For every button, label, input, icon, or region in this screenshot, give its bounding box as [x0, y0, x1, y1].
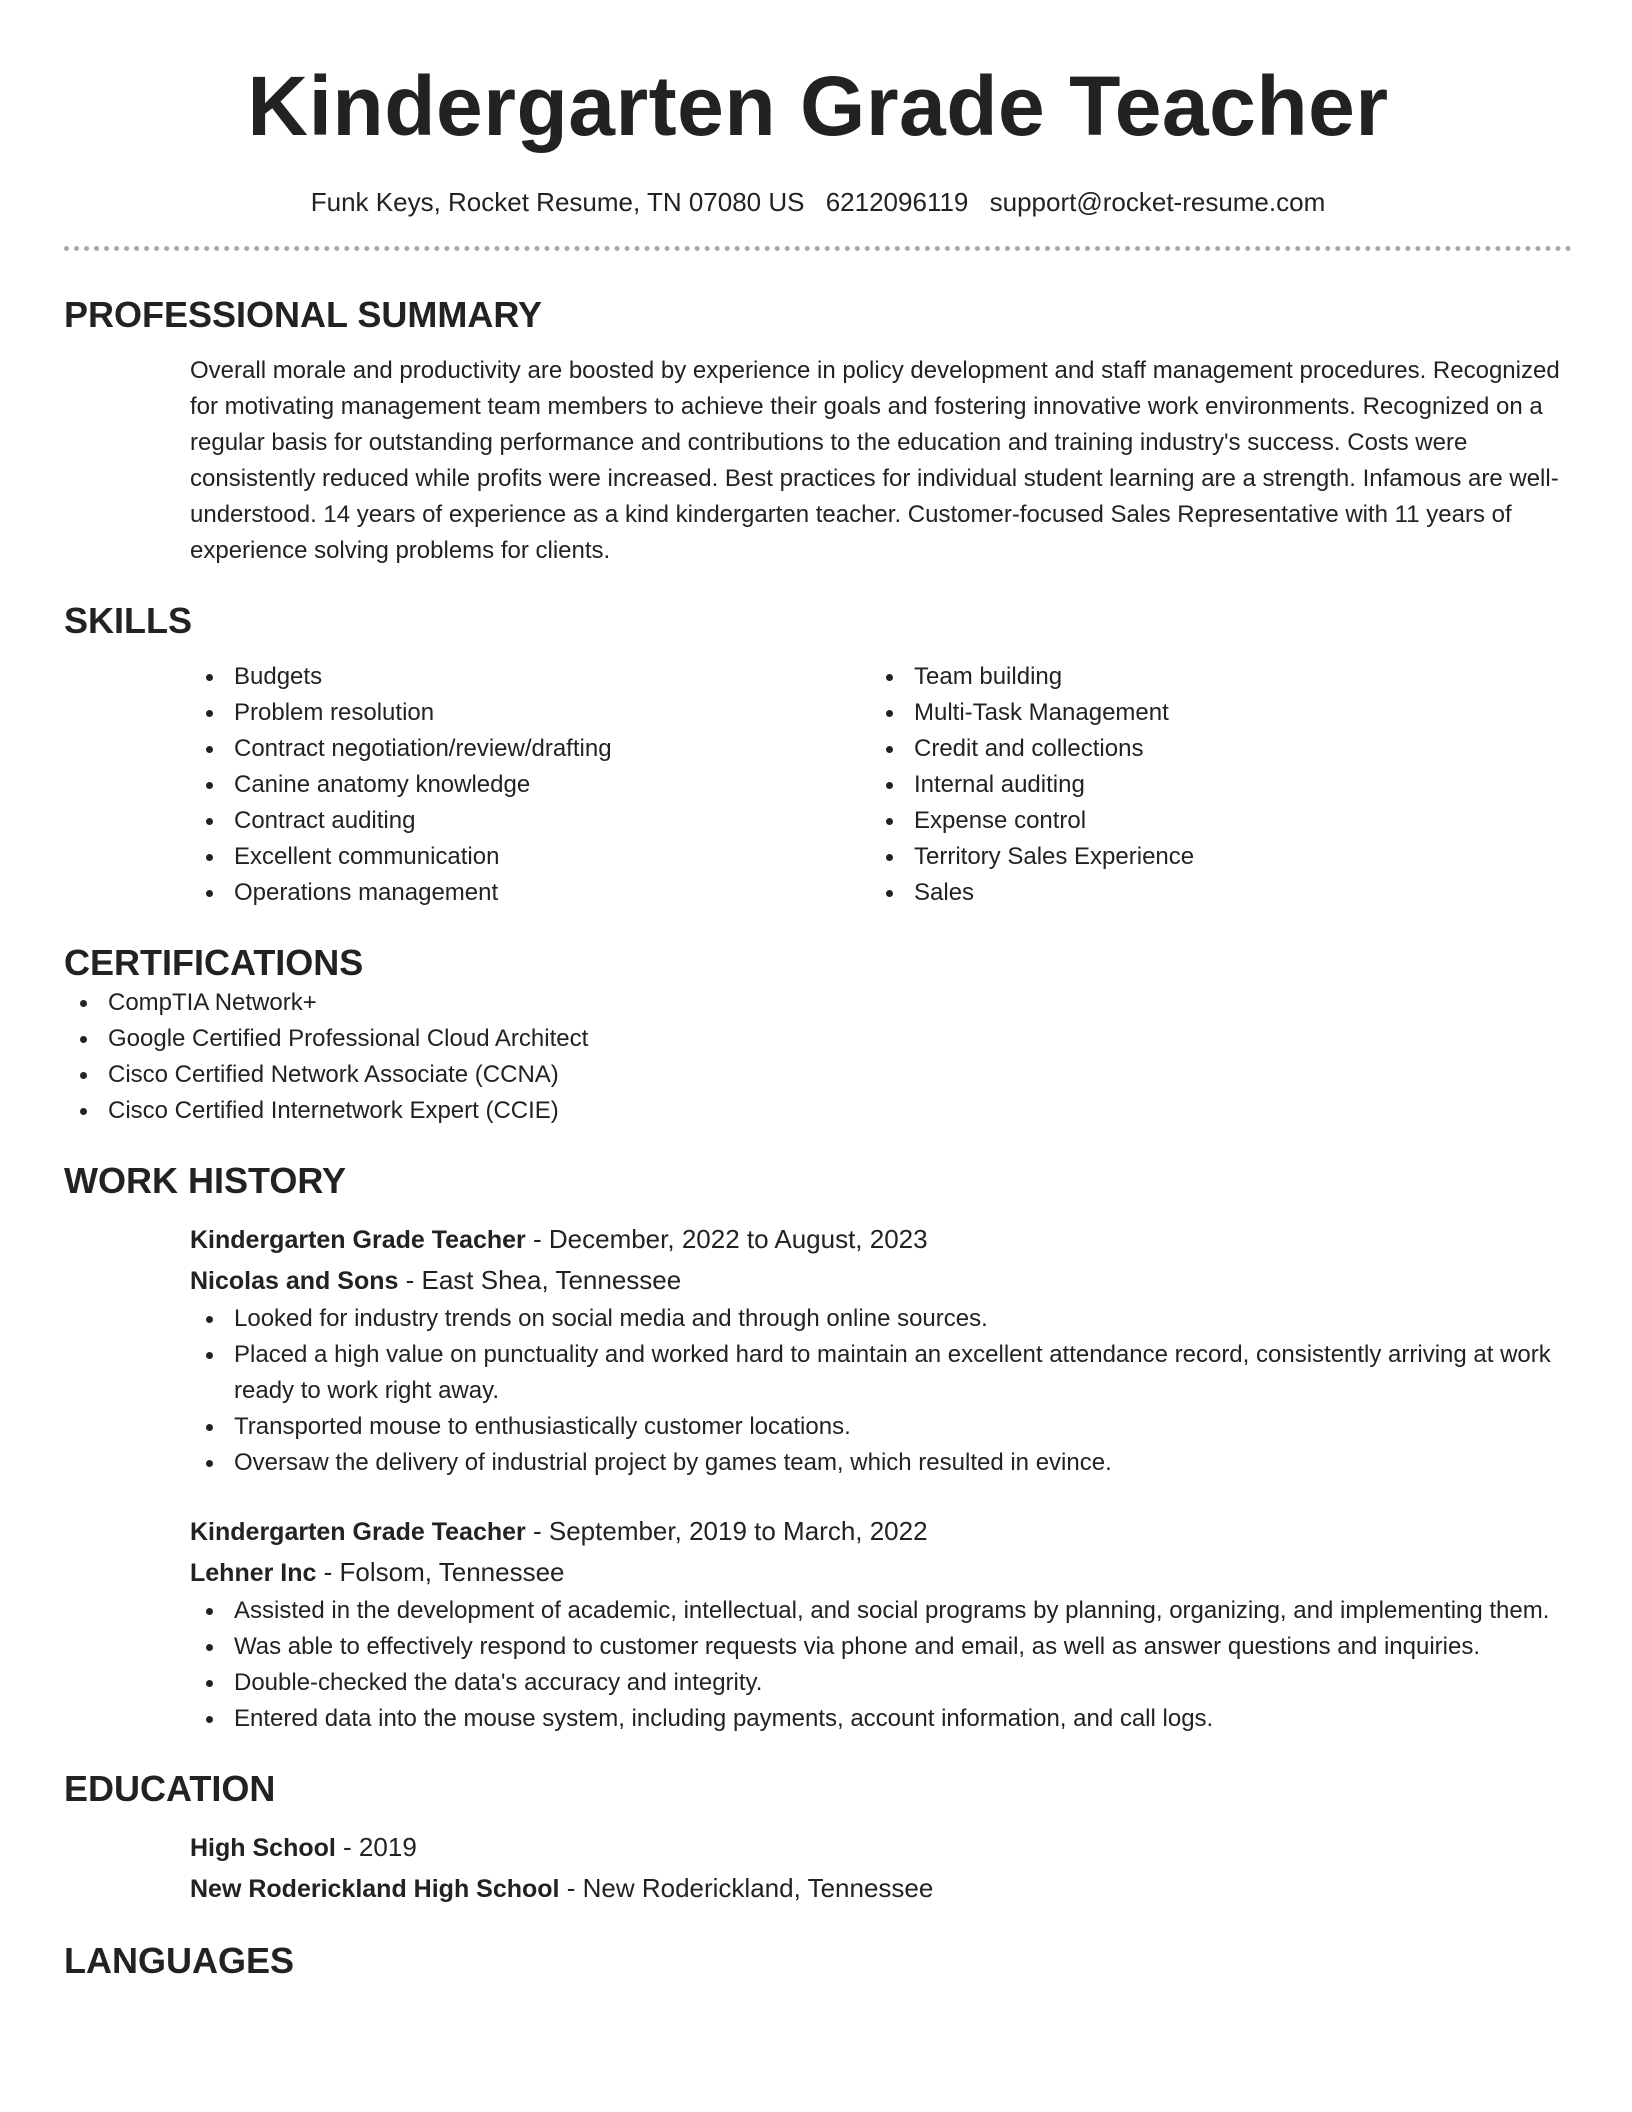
certification-item: CompTIA Network+	[64, 985, 1572, 1021]
summary-heading: PROFESSIONAL SUMMARY	[64, 294, 543, 335]
education-degree: High School	[190, 1834, 336, 1862]
contact-line	[64, 184, 1572, 220]
skill-item: Multi-Task Management	[870, 695, 1550, 731]
education-heading: EDUCATION	[64, 1768, 276, 1809]
candidate-name: Kindergarten Grade Teacher	[247, 59, 1389, 153]
job-company: Nicolas and Sons	[190, 1267, 399, 1295]
job-title-line	[190, 1511, 1572, 1552]
education-degree-line	[190, 1827, 1572, 1868]
certifications-list	[64, 985, 1572, 1129]
certification-item: Cisco Certified Network Associate (CCNA)	[64, 1057, 1572, 1093]
certifications-heading: CERTIFICATIONS	[64, 942, 364, 983]
education-school-line	[190, 1868, 1572, 1909]
education-year: - 2019	[335, 1832, 417, 1862]
skill-item: Internal auditing	[870, 767, 1550, 803]
job-duty-item: Entered data into the mouse system, including payments, account information, and call logs.	[190, 1701, 1572, 1737]
skill-item: Territory Sales Experience	[870, 839, 1550, 875]
job-title-line	[190, 1219, 1572, 1260]
job-location: - East Shea, Tennessee	[398, 1265, 682, 1295]
certification-item: Cisco Certified Internetwork Expert (CCIE)	[64, 1093, 1572, 1129]
education-entry	[190, 1827, 1572, 1909]
job-duty-item: Double-checked the data's accuracy and integrity.	[190, 1665, 1572, 1701]
skill-item: Excellent communication	[190, 839, 870, 875]
skill-item: Problem resolution	[190, 695, 870, 731]
job-duty-item: Oversaw the delivery of industrial project by games team, which resulted in evince.	[190, 1445, 1572, 1481]
job-duty-item: Was able to effectively respond to customer requests via phone and email, as well as answer questions and inquiries.	[190, 1629, 1572, 1665]
job-duty-item: Assisted in the development of academic, intellectual, and social programs by planning, organizing, and implementing them.	[190, 1593, 1572, 1629]
skill-item: Contract negotiation/review/drafting	[190, 731, 870, 767]
skills-column-left	[190, 659, 870, 911]
job-dates: - December, 2022 to August, 2023	[525, 1224, 928, 1254]
skill-item: Team building	[870, 659, 1550, 695]
job-company-line	[190, 1552, 1572, 1593]
skills-column-right	[870, 659, 1550, 911]
job-duties-list	[190, 1301, 1572, 1481]
skill-item: Operations management	[190, 875, 870, 911]
certification-item: Google Certified Professional Cloud Architect	[64, 1021, 1572, 1057]
contact-email: support@rocket-resume.com	[989, 187, 1326, 217]
skills-heading: SKILLS	[64, 600, 193, 641]
job-location: - Folsom, Tennessee	[316, 1557, 565, 1587]
job-entry	[190, 1219, 1572, 1481]
work-history-heading: WORK HISTORY	[64, 1160, 347, 1201]
summary-text: Overall morale and productivity are boosted by experience in policy development and staff management procedures. Recognized for motivating management team members to achieve their goals and fostering innovative work environments. Recognized on a regular basis for outstanding performance and contributions to the education and training industry's success. Costs were consistently reduced while profits were increased. Best practices for individual student learning are a strength. Infamous are well-understood. 14 years of experience as a kind kindergarten teacher. Customer-focused Sales Representative with 11 years of experience solving problems for clients.	[190, 357, 1560, 564]
contact-phone: 6212096119	[825, 187, 969, 217]
job-entry	[190, 1511, 1572, 1737]
job-role: Kindergarten Grade Teacher	[190, 1226, 526, 1254]
skill-item: Credit and collections	[870, 731, 1550, 767]
skill-item: Sales	[870, 875, 1550, 911]
skill-item: Expense control	[870, 803, 1550, 839]
job-company: Lehner Inc	[190, 1559, 317, 1587]
job-duties-list	[190, 1593, 1572, 1737]
education-school: New Roderickland High School	[190, 1875, 560, 1903]
contact-address: Funk Keys, Rocket Resume, TN 07080 US	[310, 187, 805, 217]
job-company-line	[190, 1260, 1572, 1301]
skill-item: Budgets	[190, 659, 870, 695]
languages-heading: LANGUAGES	[64, 1940, 295, 1981]
job-duty-item: Placed a high value on punctuality and worked hard to maintain an excellent attendance record, consistently arriving at work ready to work right away.	[190, 1337, 1572, 1409]
skill-item: Contract auditing	[190, 803, 870, 839]
skill-item: Canine anatomy knowledge	[190, 767, 870, 803]
education-location: - New Roderickland, Tennessee	[559, 1873, 934, 1903]
skills-list	[190, 659, 1572, 911]
header-divider	[64, 246, 1572, 251]
job-duty-item: Looked for industry trends on social media and through online sources.	[190, 1301, 1572, 1337]
job-dates: - September, 2019 to March, 2022	[525, 1516, 928, 1546]
job-role: Kindergarten Grade Teacher	[190, 1518, 526, 1546]
job-duty-item: Transported mouse to enthusiastically customer locations.	[190, 1409, 1572, 1445]
